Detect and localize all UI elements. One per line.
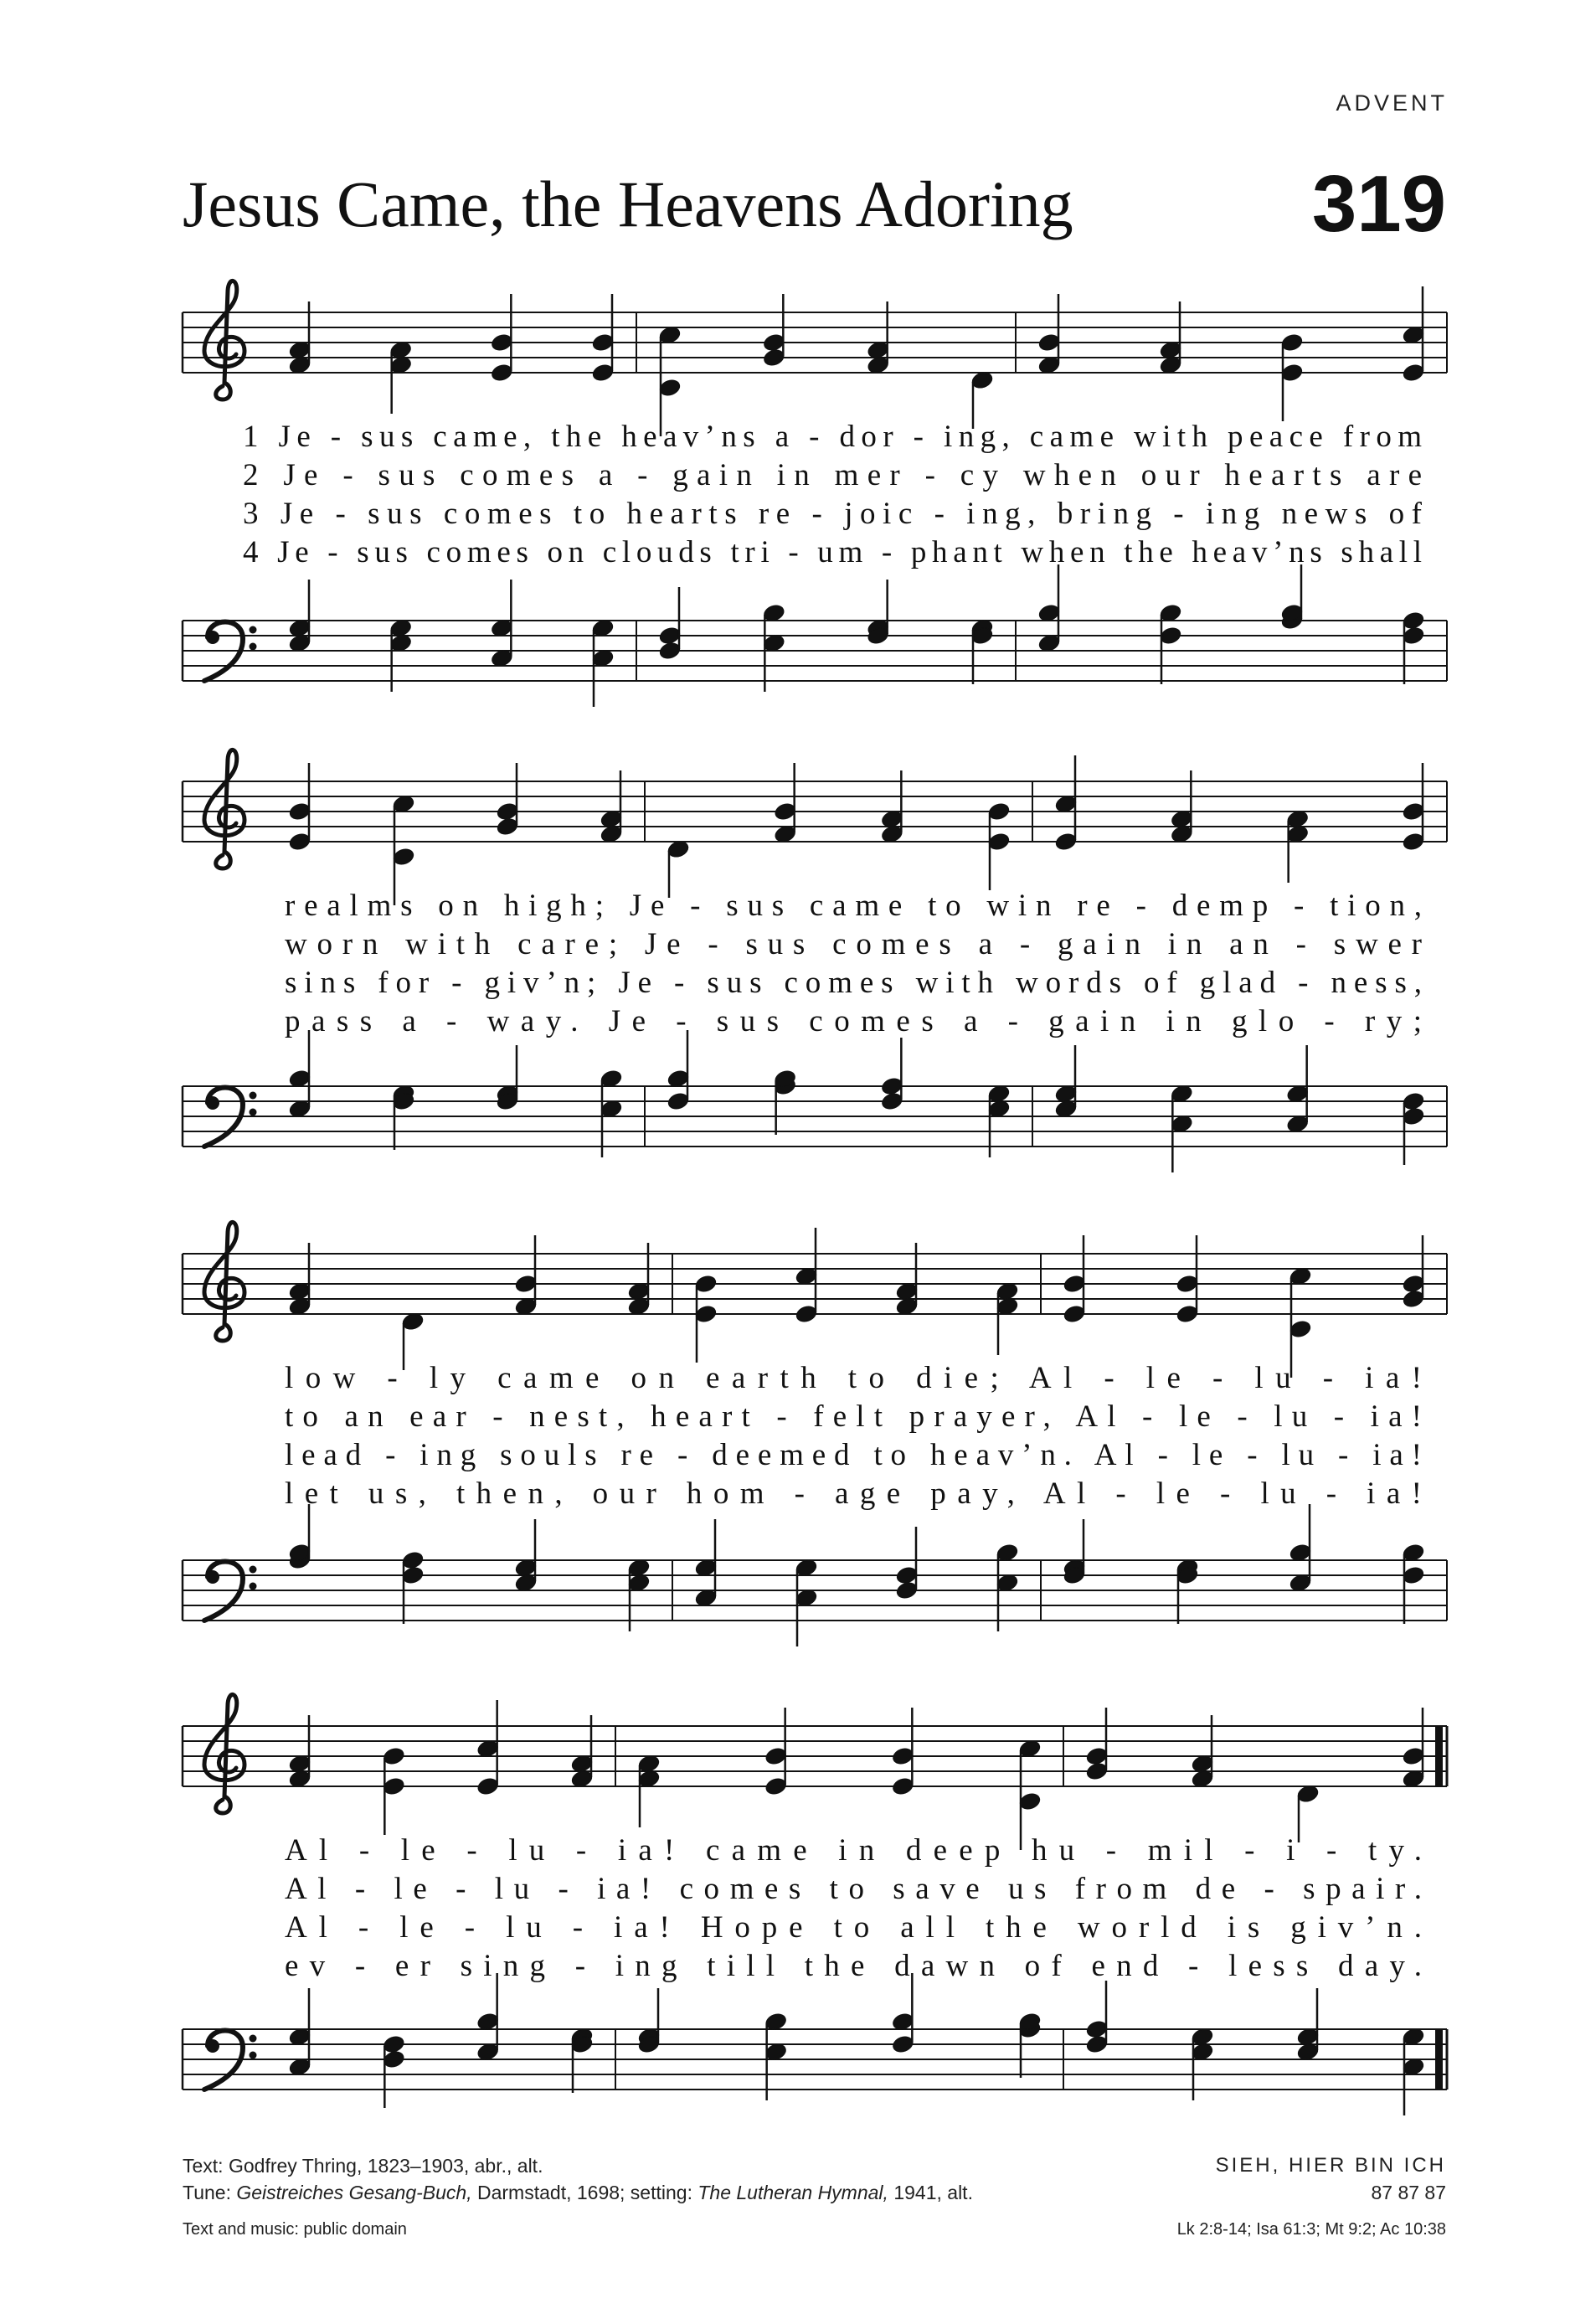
verse-line: Al - le - lu - ia! Hope to all the world is giv’n. [285, 1910, 1422, 1945]
note-chord [1054, 755, 1078, 852]
note-chord [694, 1519, 718, 1608]
treble-clef-icon [204, 1223, 245, 1341]
note-chord [1402, 286, 1425, 383]
verse-line: 2 Je - sus comes a - gain in mer - cy when our hearts are [243, 458, 1422, 492]
note-chord [476, 1973, 499, 2062]
hymn-title: Jesus Came, the Heavens Adoring [183, 167, 1073, 240]
verse-line: ev - er sing - ing till the dawn of end - less day. [285, 1949, 1422, 1983]
note-chord [1402, 1235, 1425, 1309]
treble-clef-icon [204, 750, 245, 868]
note-chord [637, 1988, 661, 2054]
bass-staff [183, 1504, 1447, 1646]
treble-clef-icon [204, 281, 245, 399]
note-chord [1402, 611, 1425, 684]
note-chord [382, 1746, 405, 1835]
note-chord [1054, 1045, 1078, 1119]
note-chord [288, 1988, 311, 2077]
scripture-references: Lk 2:8-14; Isa 61:3; Mt 9:2; Ac 10:38 [1176, 2220, 1446, 2239]
note-chord [762, 294, 785, 368]
note-chord [591, 294, 615, 383]
note-chord [895, 1527, 919, 1600]
verse-line: 1 Je - sus came, the heav’ns a - dor - ing, came with peace from [243, 420, 1423, 454]
note-chord [288, 1504, 311, 1570]
bass-staff [183, 564, 1447, 707]
note-chord [637, 1754, 661, 1827]
note-chord [514, 1235, 538, 1317]
note-chord [795, 1558, 818, 1646]
verse-line: sins for - giv’n; Je - sus comes with words of glad - ness, [285, 966, 1422, 1000]
note-chord [694, 1274, 718, 1363]
note-chord [996, 1543, 1019, 1631]
verse-line: realms on high; Je - sus came to win re - demp - tion, [285, 889, 1423, 923]
lyrics-block [243, 420, 1423, 569]
note-chord [1296, 1988, 1320, 2062]
meter: 87 87 87 [1371, 2182, 1446, 2203]
verse-line: low - ly came on earth to die; Al - le - lu - ia! [285, 1361, 1423, 1395]
note-chord [1085, 1981, 1109, 2054]
verse-line: to an ear - nest, heart - felt prayer, Al - le - lu - ia! [285, 1399, 1422, 1434]
note-chord [891, 1708, 914, 1796]
note-chord [288, 763, 311, 852]
final-barline [1435, 1726, 1443, 1786]
note-chord [764, 2012, 787, 2100]
lyrics-block [285, 1833, 1422, 1983]
final-barline [1435, 2029, 1443, 2090]
verse-line: lead - ing souls re - deemed to heav’n. Al - le - lu - ia! [285, 1438, 1423, 1472]
note-chord [658, 587, 682, 661]
note-chord [1037, 564, 1061, 653]
note-chord [1280, 332, 1304, 421]
note-chord [1063, 1519, 1086, 1585]
note-chord [288, 1030, 311, 1119]
note-chord [496, 1045, 519, 1111]
note-chord [1085, 1708, 1109, 1781]
note-chord [1402, 1543, 1425, 1624]
verse-line: worn with care; Je - sus comes a - gain in an - swer [285, 927, 1423, 961]
note-chord [667, 1030, 690, 1111]
lyrics-block [285, 1361, 1422, 1511]
section-label: ADVENT [1336, 90, 1448, 116]
note-chord [490, 580, 513, 668]
note-chord [1280, 564, 1304, 631]
note-chord [496, 763, 519, 837]
note-chord [389, 340, 412, 414]
note-chord [401, 1550, 425, 1624]
note-chord [514, 1519, 538, 1593]
note-chord [764, 1708, 787, 1796]
note-chord [866, 580, 889, 646]
verse-line: Al - le - lu - ia! came in deep hu - mil - i - ty. [285, 1833, 1423, 1868]
note-chord [1289, 1504, 1312, 1593]
verse-line: Al - le - lu - ia! comes to save us from de - spair. [285, 1872, 1423, 1906]
treble-clef-icon [204, 1695, 245, 1813]
note-chord [1176, 1235, 1199, 1324]
note-chord [476, 1700, 499, 1796]
note-chord [1170, 1084, 1193, 1172]
bass-staff [183, 1973, 1447, 2115]
note-chord [1285, 809, 1309, 883]
tune-credit: Tune: Geistreiches Gesang-Buch, Darmstadt, 1698; setting: The Lutheran Hymnal, 1941, alt. [183, 2182, 973, 2203]
tune-name: SIEH, HIER BIN ICH [1215, 2154, 1446, 2177]
note-chord [600, 1069, 623, 1157]
note-chord [880, 1038, 903, 1111]
rights-notice: Text and music: public domain [183, 2220, 407, 2239]
note-chord [1402, 1091, 1425, 1165]
note-chord [382, 2034, 405, 2108]
text-credit: Text: Godfrey Thring, 1823–1903, abr., alt. [183, 2155, 543, 2177]
note-chord [891, 1973, 914, 2054]
verse-line: pass a - way. Je - sus comes a - gain in glo - ry; [285, 1004, 1423, 1038]
note-chord [1285, 1045, 1309, 1134]
note-chord [490, 294, 513, 383]
note-chord [288, 580, 311, 653]
note-chord [773, 763, 796, 844]
bass-staff [183, 1030, 1447, 1172]
verse-line: 3 Je - sus comes to hearts re - joic - ing, bring - ing news of [243, 497, 1422, 531]
treble-staff [183, 750, 1447, 905]
treble-staff [183, 281, 1447, 436]
note-chord [1402, 763, 1425, 852]
note-chord [591, 618, 615, 707]
note-chord [1402, 1708, 1425, 1789]
note-chord [1063, 1235, 1086, 1324]
hymn-number: 319 [1311, 159, 1446, 249]
note-chord [996, 1281, 1019, 1355]
treble-staff [183, 1695, 1447, 1850]
note-chord [762, 603, 785, 692]
note-chord [795, 1228, 818, 1324]
note-chord [1159, 603, 1182, 684]
lyrics-block [285, 889, 1422, 1038]
note-chord [1037, 294, 1061, 375]
verse-line: 4 Je - sus comes on clouds tri - um - phant when the heav’ns shall [243, 535, 1422, 569]
verse-line: let us, then, our hom - age pay, Al - le - lu - ia! [285, 1476, 1422, 1511]
note-chord [987, 801, 1011, 890]
treble-staff [183, 1223, 1447, 1378]
note-chord [1402, 2027, 1425, 2115]
